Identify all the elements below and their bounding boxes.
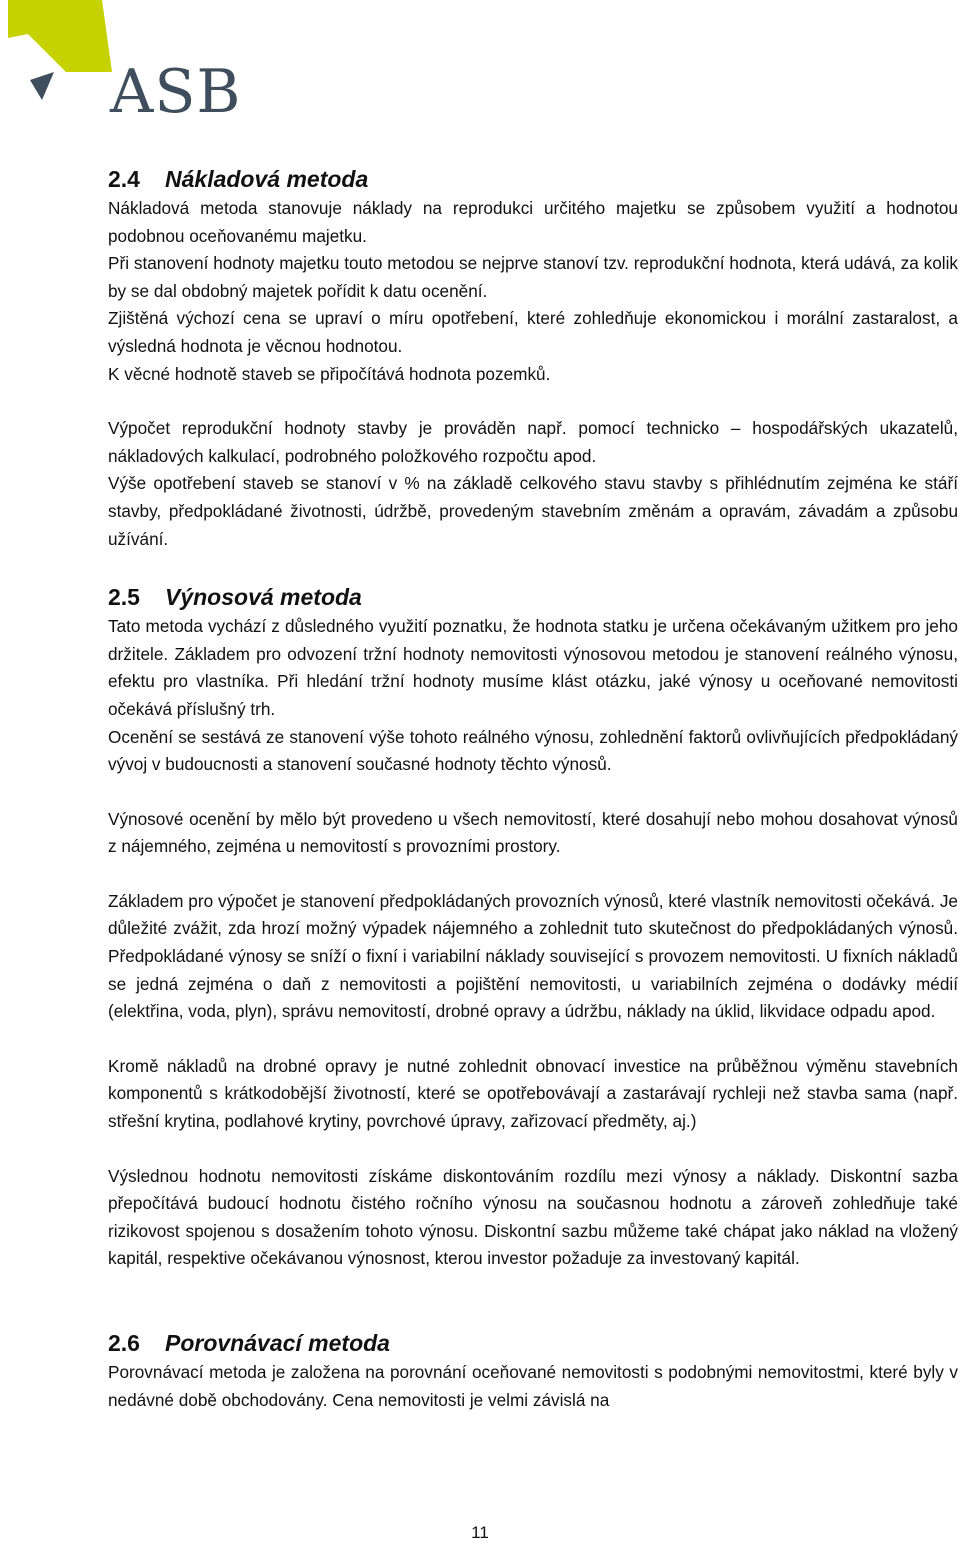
paragraph: Základem pro výpočet je stanovení předpokládaných provozních výnosů, které vlastník nemovitosti očekává. Je důležité zvážit, zda hrozí možný výpadek nájemného a zohlednit tuto skutečnost do předpokládaných výnosů. Předpokládané výnosy se sníží o fixní i variabilní náklady související s provozem nemovitosti. U fixních nákladů se jedná zejména o daň z nemovitosti a pojištění nemovitosti, u variabilních zejména o dodávky médií (elektřina, voda, plyn), správu nemovitostí, drobné opravy a údržbu, náklady na úklid, likvidace odpadu apod. xyxy=(108,890,958,1022)
section-heading-2-6 xyxy=(108,1327,958,1359)
paragraph: Tato metoda vychází z důsledného využití poznatku, že hodnota statku je určena očekávaným užitkem pro jeho držitele. Základem pro odvození tržní hodnoty nemovitosti výnosovou metodou je stanovení reálného výnosu, efektu pro vlastníka. Při hledání tržní hodnoty musíme klást otázku, jaké výnosy u oceňované nemovitosti očekává příslušný trh. xyxy=(108,616,958,719)
paragraph: Zjištěná výchozí cena se upraví o míru opotřebení, které zohledňuje ekonomickou i morální zastaralost, a výsledná hodnota je věcnou hodnotou. xyxy=(108,308,958,356)
paragraph: Kromě nákladů na drobné opravy je nutné zohlednit obnovací investice na průběžnou výměnu stavebních komponentů s krátkodobější životností, které se opotřebovávají a zastarávají rychleji než stavba sama (např. střešní krytina, podlahové krytiny, povrchové úpravy, zařizovací předměty, aj.) xyxy=(108,1055,958,1132)
logo-text: ASB xyxy=(110,57,242,127)
paragraph: Výše opotřebení staveb se stanoví v % na základě celkového stavu stavby s přihlédnutím zejména ke stáří stavby, předpokládané životnosti, údržbě, provedeným stavebním změnám a opravám, závadám a způsobu užívání. xyxy=(108,473,958,549)
paragraph: Výslednou hodnotu nemovitosti získáme diskontováním rozdílu mezi výnosy a náklady. Diskontní sazba přepočítává budoucí hodnotu čistého ročního výnosu na současnou hodnotu a zároveň zohledňuje také rizikovost spojenou s dosažením tohoto výnosu. Diskontní sazbu můžeme také chápat jako náklad na vložený kapitál, respektive očekávanou výnosnost, kterou investor požaduje za investovaný kapitál. xyxy=(108,1165,958,1269)
section-title: Porovnávací metoda xyxy=(165,1330,390,1356)
section-number: 2.4 xyxy=(108,166,140,192)
paragraph: Výnosové ocenění by mělo být provedeno u všech nemovitostí, které dosahují nebo mohou dosahovat výnosů z nájemného, zejména u nemovitostí s provozními prostory. xyxy=(108,808,958,857)
document-body xyxy=(108,163,958,1414)
section-title: Nákladová metoda xyxy=(165,166,369,192)
paragraph: Výpočet reprodukční hodnoty stavby je prováděn např. pomocí technicko – hospodářských ukazatelů, nákladových kalkulací, podrobného položkového rozpočtu apod. xyxy=(108,418,958,466)
section-heading-2-4 xyxy=(108,163,958,195)
paragraph: Porovnávací metoda je založena na porovnání oceňované nemovitosti s podobnými nemovitostmi, které byly v nedávné době obchodovány. Cena nemovitosti je velmi závislá na xyxy=(108,1362,958,1410)
section-number: 2.6 xyxy=(108,1330,140,1356)
paragraph: Při stanovení hodnoty majetku touto metodou se nejprve stanoví tzv. reprodukční hodnota, která udává, za kolik by se dal obdobný majetek pořídit k datu ocenění. xyxy=(108,253,958,301)
section-number: 2.5 xyxy=(108,584,140,611)
paragraph: Ocenění se sestává ze stanovení výše tohoto reálného výnosu, zohlednění faktorů ovlivňujících předpokládaný vývoj v budoucnosti a stanovení současné hodnoty těchto výnosů. xyxy=(108,726,958,775)
page-number: 11 xyxy=(471,1523,489,1542)
section-title: Výnosová metoda xyxy=(165,584,362,611)
section-heading-2-5 xyxy=(108,581,958,613)
paragraph: K věcné hodnotě staveb se připočítává hodnota pozemků. xyxy=(108,363,551,384)
paragraph: Nákladová metoda stanovuje náklady na reprodukci určitého majetku se způsobem využití a hodnotou podobnou oceňovanému majetku. xyxy=(108,198,958,246)
logo-mark-icon xyxy=(0,0,120,110)
asb-logo xyxy=(0,0,260,130)
